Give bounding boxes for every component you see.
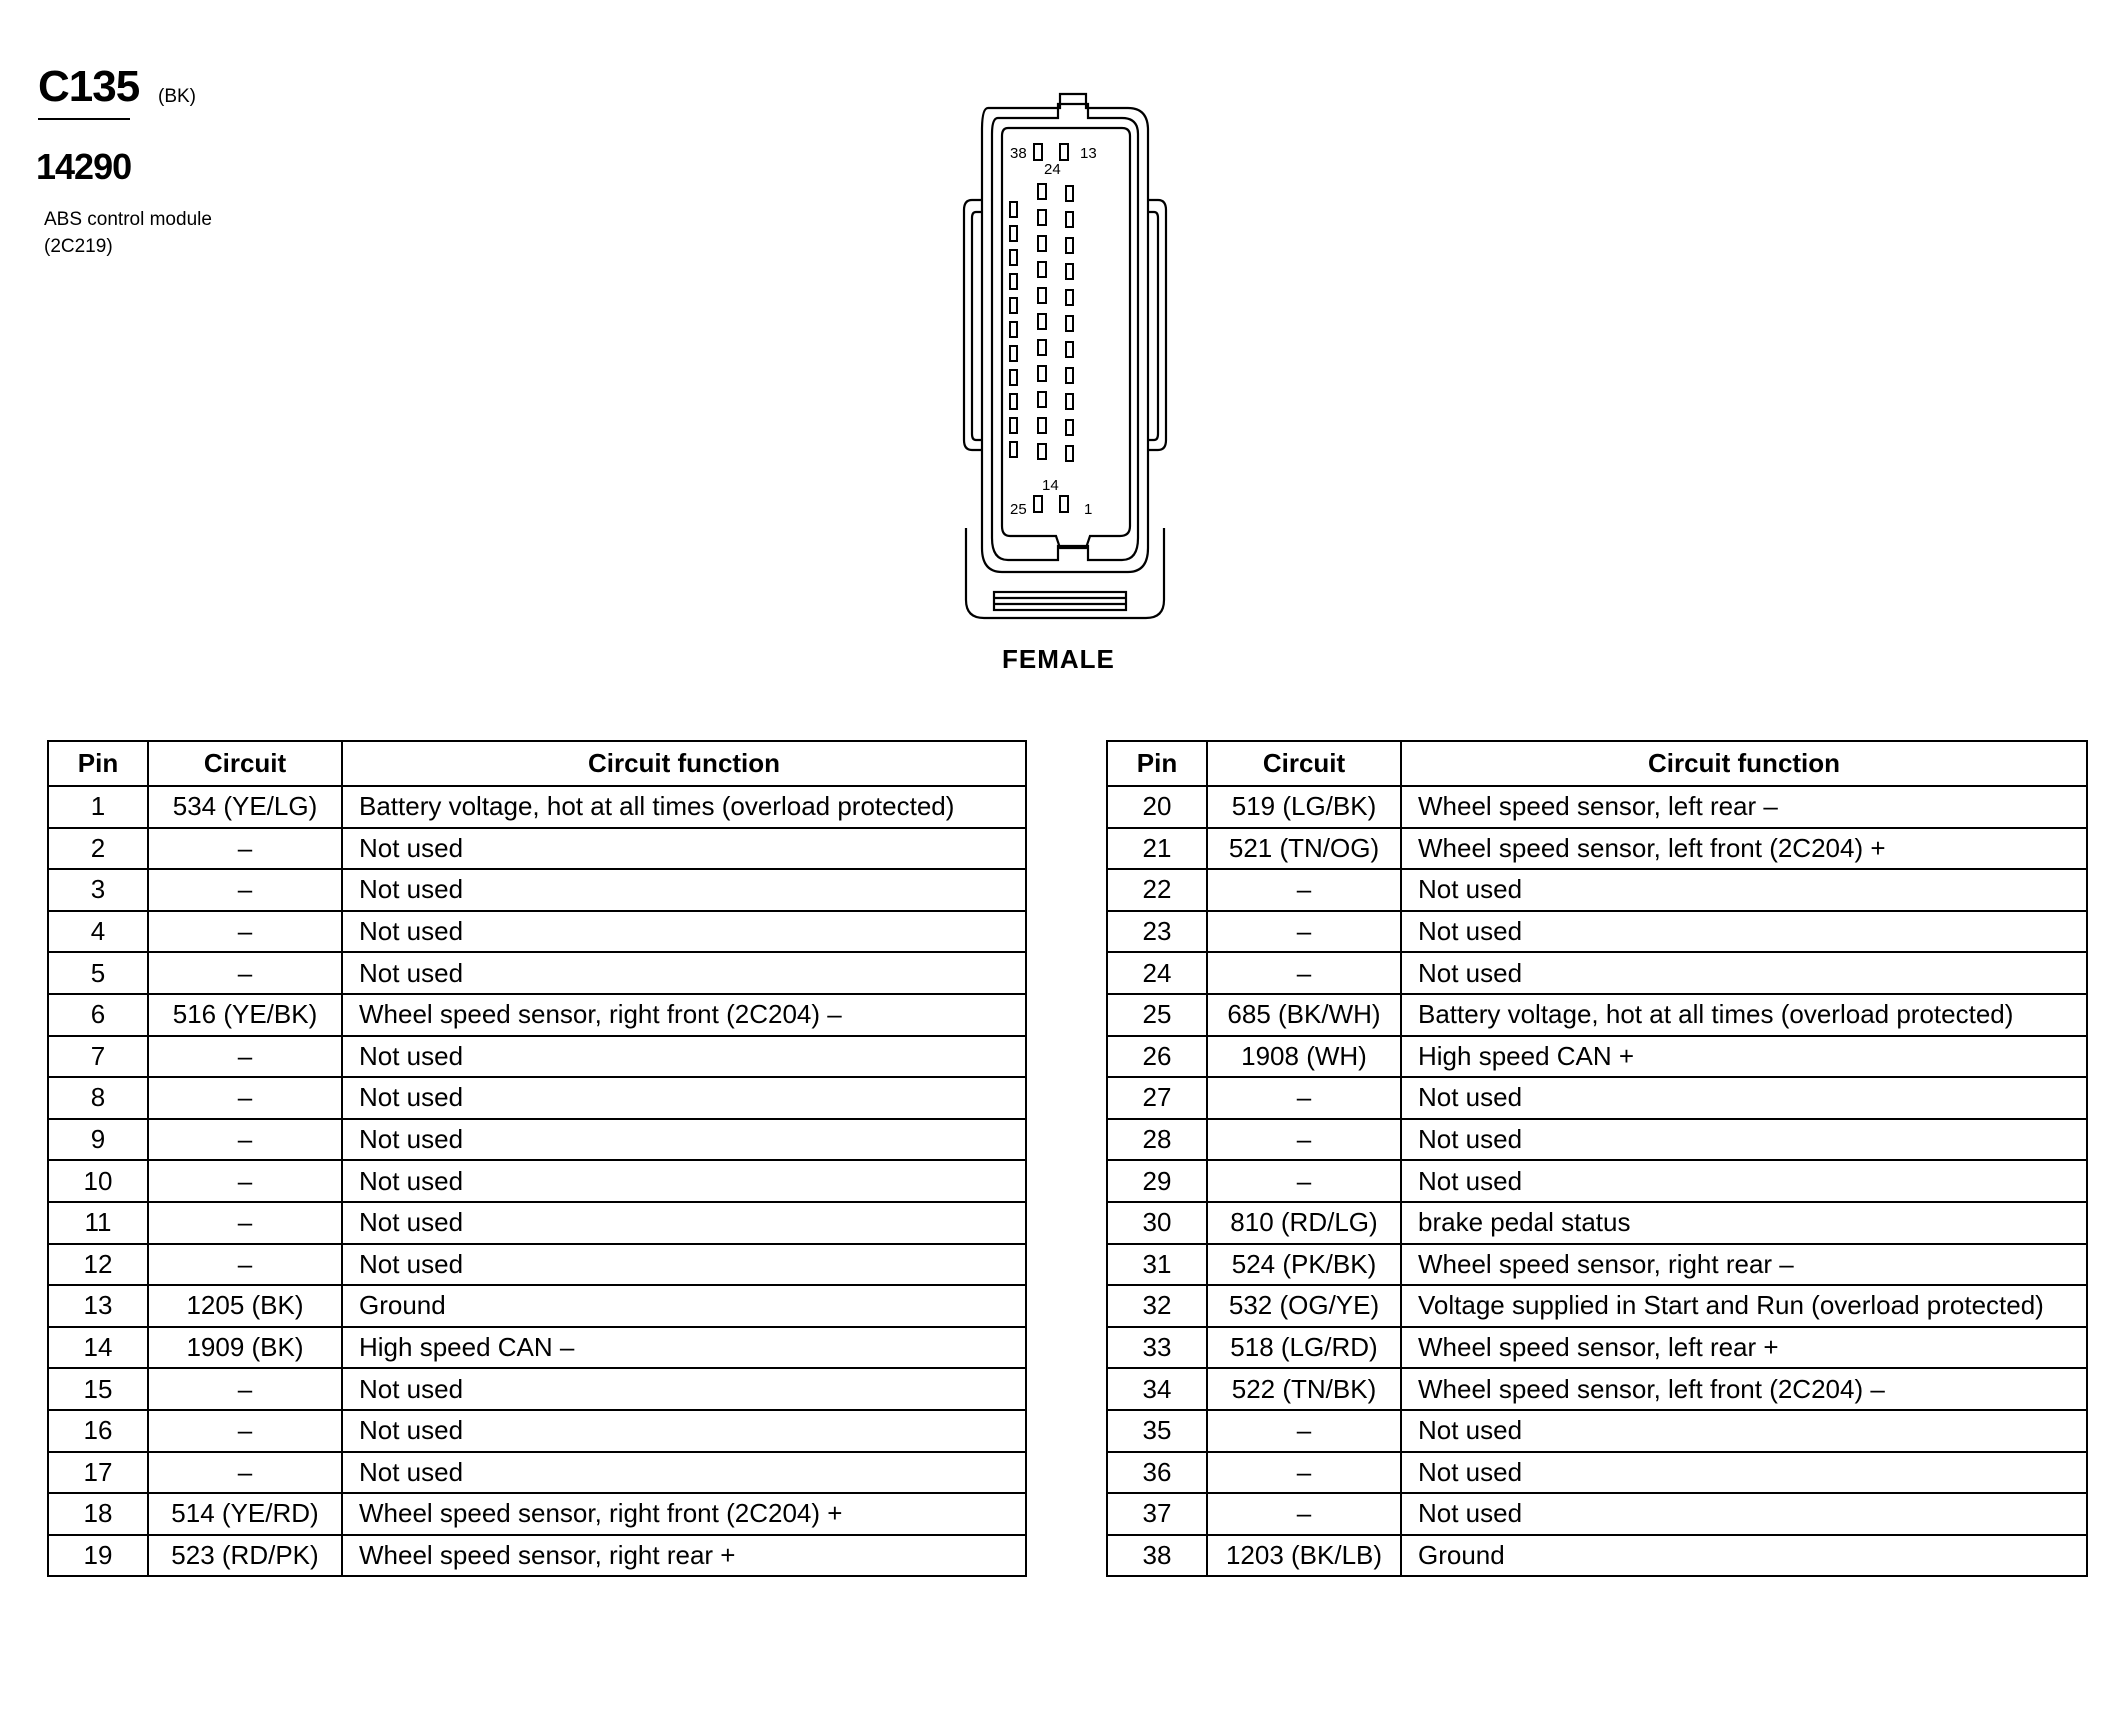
circuit-cell: – xyxy=(148,1119,342,1161)
table-row xyxy=(48,1077,1026,1119)
table-row xyxy=(1107,869,2087,911)
pin-cell: 13 xyxy=(48,1285,148,1327)
pin-cell: 28 xyxy=(1107,1119,1207,1161)
table-row xyxy=(1107,1202,2087,1244)
circuit-function-cell: Not used xyxy=(1401,1119,2087,1161)
circuit-function-cell: Not used xyxy=(1401,1160,2087,1202)
pin-cell: 34 xyxy=(1107,1368,1207,1410)
pin-cavity xyxy=(1066,420,1073,435)
circuit-function-cell: Wheel speed sensor, right front (2C204) – xyxy=(342,994,1026,1036)
table-header-row xyxy=(1107,741,2087,786)
circuit-function-cell: Wheel speed sensor, right rear + xyxy=(342,1535,1026,1577)
circuit-cell: 521 (TN/OG) xyxy=(1207,828,1401,870)
pin-cell: 16 xyxy=(48,1410,148,1452)
header-circuit-function: Circuit function xyxy=(1401,741,2087,786)
pin-cell: 35 xyxy=(1107,1410,1207,1452)
pin-cavity xyxy=(1060,496,1068,512)
pin-cavity xyxy=(1066,238,1073,253)
pin-cell: 12 xyxy=(48,1244,148,1286)
pin-cell: 33 xyxy=(1107,1327,1207,1369)
pin-cavity xyxy=(1066,368,1073,383)
table-row xyxy=(1107,994,2087,1036)
table-row xyxy=(48,1244,1026,1286)
circuit-cell: – xyxy=(148,911,342,953)
pin-label-13: 13 xyxy=(1080,145,1097,162)
circuit-cell: 1909 (BK) xyxy=(148,1327,342,1369)
circuit-cell: 1203 (BK/LB) xyxy=(1207,1535,1401,1577)
circuit-function-cell: Wheel speed sensor, right front (2C204) + xyxy=(342,1493,1026,1535)
circuit-function-cell: Not used xyxy=(1401,1452,2087,1494)
table-row xyxy=(1107,1077,2087,1119)
table-row xyxy=(1107,911,2087,953)
circuit-function-cell: Not used xyxy=(1401,952,2087,994)
pin-cavity xyxy=(1038,444,1046,459)
header-circuit: Circuit xyxy=(148,741,342,786)
circuit-cell: 532 (OG/YE) xyxy=(1207,1285,1401,1327)
header-circuit-function: Circuit function xyxy=(342,741,1026,786)
circuit-cell: – xyxy=(148,1410,342,1452)
circuit-cell: – xyxy=(1207,1160,1401,1202)
header-pin: Pin xyxy=(48,741,148,786)
circuit-function-cell: Battery voltage, hot at all times (overload protected) xyxy=(342,786,1026,828)
circuit-function-cell: Not used xyxy=(1401,1493,2087,1535)
circuit-function-cell: Not used xyxy=(342,1077,1026,1119)
pin-cavity xyxy=(1010,322,1017,337)
circuit-cell: – xyxy=(148,1244,342,1286)
table-row xyxy=(48,1036,1026,1078)
pin-cell: 22 xyxy=(1107,869,1207,911)
table-row xyxy=(48,1202,1026,1244)
pin-cell: 6 xyxy=(48,994,148,1036)
pin-label-25: 25 xyxy=(1010,501,1027,518)
pin-cavity xyxy=(1060,144,1068,160)
pin-cell: 20 xyxy=(1107,786,1207,828)
pin-label-14: 14 xyxy=(1042,477,1059,494)
table-row xyxy=(48,1119,1026,1161)
circuit-function-cell: Voltage supplied in Start and Run (overload protected) xyxy=(1401,1285,2087,1327)
pin-cell: 8 xyxy=(48,1077,148,1119)
table-row xyxy=(48,994,1026,1036)
circuit-cell: – xyxy=(148,828,342,870)
circuit-function-cell: Battery voltage, hot at all times (overload protected) xyxy=(1401,994,2087,1036)
table-row xyxy=(1107,952,2087,994)
circuit-cell: – xyxy=(1207,952,1401,994)
pin-cavity xyxy=(1066,342,1073,357)
pin-cell: 19 xyxy=(48,1535,148,1577)
table-row xyxy=(1107,1493,2087,1535)
pin-cavity xyxy=(1066,186,1073,201)
circuit-cell: 534 (YE/LG) xyxy=(148,786,342,828)
pin-cell: 3 xyxy=(48,869,148,911)
circuit-function-cell: Not used xyxy=(342,952,1026,994)
pin-cavity xyxy=(1066,264,1073,279)
circuit-cell: – xyxy=(1207,1493,1401,1535)
circuit-function-cell: Not used xyxy=(342,1160,1026,1202)
circuit-function-cell: Ground xyxy=(1401,1535,2087,1577)
pin-cavity xyxy=(1010,370,1017,385)
circuit-function-cell: brake pedal status xyxy=(1401,1202,2087,1244)
circuit-cell: 685 (BK/WH) xyxy=(1207,994,1401,1036)
pin-cavity xyxy=(1010,274,1017,289)
connector-id: C135 xyxy=(38,62,140,111)
pin-cell: 26 xyxy=(1107,1036,1207,1078)
pin-cell: 30 xyxy=(1107,1202,1207,1244)
circuit-function-cell: Not used xyxy=(342,1410,1026,1452)
pin-cavity xyxy=(1010,418,1017,433)
component-description: ABS control module xyxy=(44,209,212,230)
circuit-cell: – xyxy=(148,1452,342,1494)
header-circuit: Circuit xyxy=(1207,741,1401,786)
table-row xyxy=(48,911,1026,953)
circuit-function-cell: Not used xyxy=(342,1119,1026,1161)
table-row xyxy=(48,1535,1026,1577)
circuit-function-cell: Wheel speed sensor, left rear + xyxy=(1401,1327,2087,1369)
pin-cavity xyxy=(1010,202,1017,217)
circuit-cell: 1908 (WH) xyxy=(1207,1036,1401,1078)
table-row xyxy=(48,1493,1026,1535)
circuit-cell: – xyxy=(148,869,342,911)
pin-cavity xyxy=(1038,236,1046,251)
circuit-function-cell: Not used xyxy=(1401,1077,2087,1119)
table-row xyxy=(1107,1285,2087,1327)
pin-cell: 36 xyxy=(1107,1452,1207,1494)
circuit-function-cell: Not used xyxy=(342,1368,1026,1410)
circuit-function-cell: Not used xyxy=(342,1452,1026,1494)
pin-cell: 9 xyxy=(48,1119,148,1161)
pin-cavity xyxy=(1038,392,1046,407)
pin-cavity xyxy=(1066,212,1073,227)
pin-cavity xyxy=(1038,366,1046,381)
table-row xyxy=(1107,786,2087,828)
circuit-function-cell: Wheel speed sensor, left front (2C204) – xyxy=(1401,1368,2087,1410)
pin-cavity xyxy=(1010,346,1017,361)
pin-cavity xyxy=(1034,144,1042,160)
pin-cell: 23 xyxy=(1107,911,1207,953)
pin-cell: 24 xyxy=(1107,952,1207,994)
circuit-cell: 524 (PK/BK) xyxy=(1207,1244,1401,1286)
circuit-cell: – xyxy=(1207,1410,1401,1452)
pin-cavity-grid xyxy=(1010,144,1073,512)
circuit-cell: 516 (YE/BK) xyxy=(148,994,342,1036)
part-number: 14290 xyxy=(36,146,132,187)
circuit-cell: – xyxy=(1207,1119,1401,1161)
circuit-function-cell: Ground xyxy=(342,1285,1026,1327)
circuit-function-cell: Not used xyxy=(342,1036,1026,1078)
pin-label-1: 1 xyxy=(1084,501,1093,518)
pin-cell: 17 xyxy=(48,1452,148,1494)
circuit-function-cell: Not used xyxy=(342,828,1026,870)
pin-cell: 32 xyxy=(1107,1285,1207,1327)
pin-cavity xyxy=(1034,496,1042,512)
component-code: (2C219) xyxy=(44,236,113,257)
table-row xyxy=(48,1410,1026,1452)
circuit-cell: – xyxy=(1207,869,1401,911)
pin-cavity xyxy=(1066,446,1073,461)
circuit-cell: – xyxy=(148,1368,342,1410)
circuit-function-cell: Not used xyxy=(1401,911,2087,953)
circuit-function-cell: Not used xyxy=(342,1244,1026,1286)
circuit-function-cell: Wheel speed sensor, left front (2C204) + xyxy=(1401,828,2087,870)
pin-cavity xyxy=(1038,340,1046,355)
header-pin: Pin xyxy=(1107,741,1207,786)
circuit-function-cell: Wheel speed sensor, right rear – xyxy=(1401,1244,2087,1286)
pin-cavity xyxy=(1066,290,1073,305)
pinout-table-right xyxy=(1106,740,2088,1577)
pin-cell: 14 xyxy=(48,1327,148,1369)
table-row xyxy=(1107,1535,2087,1577)
circuit-cell: – xyxy=(1207,1452,1401,1494)
pin-cavity xyxy=(1038,262,1046,277)
pin-cavity xyxy=(1038,314,1046,329)
pin-cell: 21 xyxy=(1107,828,1207,870)
right-latch-inner xyxy=(1148,212,1158,440)
table-row xyxy=(1107,1452,2087,1494)
circuit-function-cell: Not used xyxy=(1401,869,2087,911)
circuit-function-cell: Not used xyxy=(342,869,1026,911)
pin-cavity xyxy=(1010,442,1017,457)
pin-cell: 11 xyxy=(48,1202,148,1244)
circuit-cell: 519 (LG/BK) xyxy=(1207,786,1401,828)
circuit-cell: 514 (YE/RD) xyxy=(148,1493,342,1535)
connector-gender-label: FEMALE xyxy=(1002,644,1115,674)
pin-cell: 4 xyxy=(48,911,148,953)
pin-label-24: 24 xyxy=(1044,161,1061,178)
table-row xyxy=(1107,1327,2087,1369)
pin-cell: 2 xyxy=(48,828,148,870)
circuit-cell: – xyxy=(1207,1077,1401,1119)
pin-cavity xyxy=(1010,394,1017,409)
circuit-function-cell: High speed CAN – xyxy=(342,1327,1026,1369)
table-row xyxy=(1107,1368,2087,1410)
table-row xyxy=(48,1368,1026,1410)
pin-cell: 7 xyxy=(48,1036,148,1078)
pin-cell: 10 xyxy=(48,1160,148,1202)
pin-cell: 15 xyxy=(48,1368,148,1410)
circuit-cell: 518 (LG/RD) xyxy=(1207,1327,1401,1369)
table-row xyxy=(1107,1160,2087,1202)
pin-cavity xyxy=(1038,184,1046,199)
table-row xyxy=(48,952,1026,994)
table-header-row xyxy=(48,741,1026,786)
table-row xyxy=(48,1452,1026,1494)
pin-cavity xyxy=(1066,316,1073,331)
circuit-function-cell: Not used xyxy=(1401,1410,2087,1452)
circuit-cell: – xyxy=(1207,911,1401,953)
table-row xyxy=(48,1327,1026,1369)
pin-cavity xyxy=(1038,210,1046,225)
connector-color: (BK) xyxy=(158,86,196,107)
pin-cavity xyxy=(1066,394,1073,409)
pin-cell: 37 xyxy=(1107,1493,1207,1535)
pin-cavity xyxy=(1010,250,1017,265)
pin-cell: 27 xyxy=(1107,1077,1207,1119)
pin-cell: 1 xyxy=(48,786,148,828)
circuit-function-cell: Wheel speed sensor, left rear – xyxy=(1401,786,2087,828)
circuit-cell: – xyxy=(148,952,342,994)
pin-cell: 29 xyxy=(1107,1160,1207,1202)
pinout-table-left xyxy=(47,740,1027,1577)
table-row xyxy=(1107,1036,2087,1078)
table-row xyxy=(1107,1244,2087,1286)
table-row xyxy=(48,786,1026,828)
pin-cavity xyxy=(1010,226,1017,241)
circuit-cell: 810 (RD/LG) xyxy=(1207,1202,1401,1244)
pin-label-38: 38 xyxy=(1010,145,1027,162)
circuit-function-cell: Not used xyxy=(342,911,1026,953)
lock-bar xyxy=(994,592,1126,610)
table-row xyxy=(1107,828,2087,870)
circuit-cell: – xyxy=(148,1202,342,1244)
pin-cavity xyxy=(1038,418,1046,433)
table-row xyxy=(48,828,1026,870)
circuit-function-cell: Not used xyxy=(342,1202,1026,1244)
pin-cell: 5 xyxy=(48,952,148,994)
circuit-cell: 523 (RD/PK) xyxy=(148,1535,342,1577)
left-latch-inner xyxy=(972,212,982,440)
circuit-cell: 1205 (BK) xyxy=(148,1285,342,1327)
circuit-cell: – xyxy=(148,1077,342,1119)
pin-cell: 38 xyxy=(1107,1535,1207,1577)
connector-face-diagram xyxy=(950,88,1180,634)
table-row xyxy=(1107,1410,2087,1452)
circuit-cell: – xyxy=(148,1036,342,1078)
table-row xyxy=(48,1160,1026,1202)
pin-cavity xyxy=(1010,298,1017,313)
pin-cavity xyxy=(1038,288,1046,303)
circuit-function-cell: High speed CAN + xyxy=(1401,1036,2087,1078)
pin-cell: 31 xyxy=(1107,1244,1207,1286)
pin-cell: 25 xyxy=(1107,994,1207,1036)
table-row xyxy=(1107,1119,2087,1161)
circuit-cell: 522 (TN/BK) xyxy=(1207,1368,1401,1410)
circuit-cell: – xyxy=(148,1160,342,1202)
table-row xyxy=(48,1285,1026,1327)
table-row xyxy=(48,869,1026,911)
connector-id-underline xyxy=(38,118,130,120)
pin-cell: 18 xyxy=(48,1493,148,1535)
